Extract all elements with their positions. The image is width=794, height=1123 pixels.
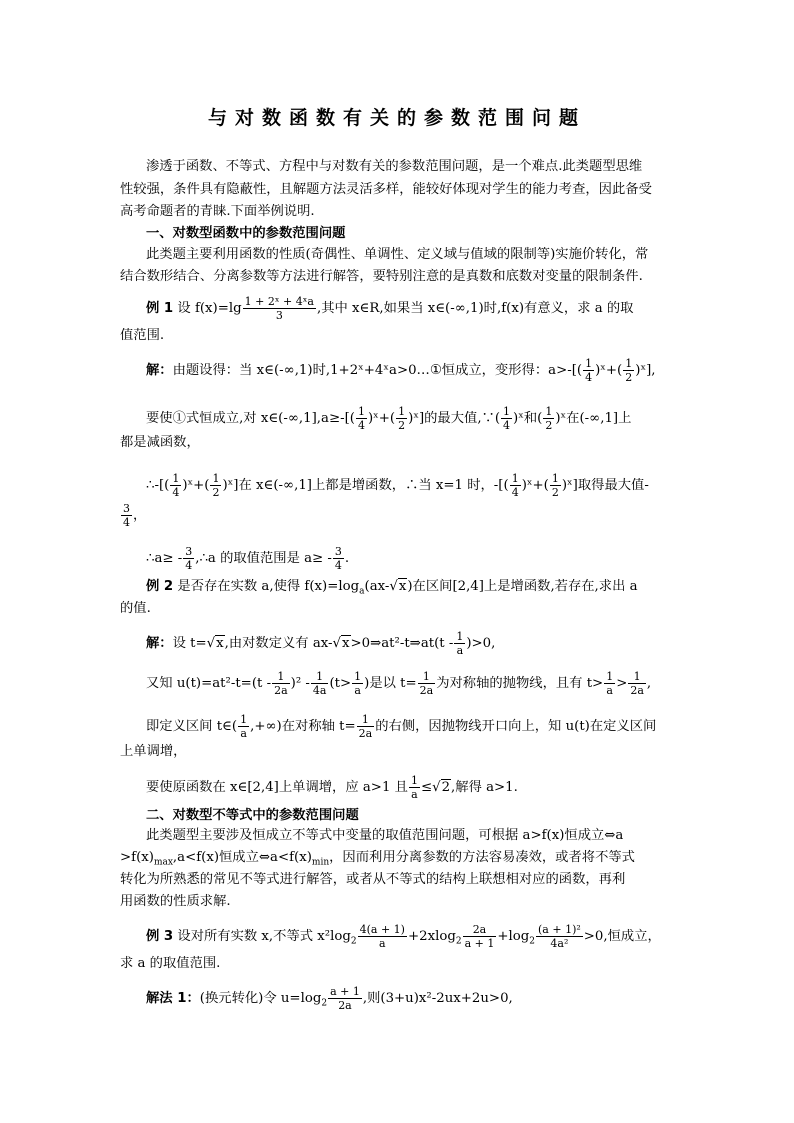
example-2-solution-line-2: 又知 u(t)=at²-t=(t - $\frac{1}{2a}$ )² - $\frac{1}{4a}$ (t> $\frac{1}{a}$ )是以 t= $\frac{1}{2a}$ 为对称轴的抛物线，且有 t> $\frac{1}{a}$ > $\frac{1}{2a}$ , — [146, 670, 652, 697]
fraction: $\frac{\text{1 + 2ˣ + 4ˣa}}{3}$ — [244, 295, 314, 322]
example-1-solution-line-1: 解：由题设得：当 x∈(-∞,1)时,1+2ˣ+4ˣa>0…①恒成立，变形得：a>-[( $\frac{1}{4}$ )ˣ+( $\frac{1}{2}$ )ˣ], — [146, 357, 656, 384]
intro-line-3: 高考命题者的青睐.下面举例说明. — [120, 204, 315, 219]
example-2-solution-line-3: 即定义区间 t∈( $\frac{1}{a}$ ,+∞)在对称轴 t= $\frac{1}{2a}$ 的右侧，因抛物线开口向上，知 u(t)在定义区间 — [146, 713, 657, 740]
example-1-solution-line-4: ∴-[( $\frac{1}{4}$ )ˣ+( $\frac{1}{2}$ )ˣ]在 x∈(-∞,1]上都是增函数，∴当 x=1 时，-[( $\frac{1}{4}$ )ˣ+( $\frac{1}{2}$ )ˣ]取得最大值- — [146, 472, 649, 499]
example-1-question-line-2: 值范围. — [120, 328, 165, 343]
example-2-label: 例 2 — [146, 579, 174, 594]
section-1-para-line-1: 此类题主要利用函数的性质(奇偶性、单调性、定义域与值域的限制等)实施价转化，常 — [146, 247, 649, 262]
section-2-para-line-4: 用函数的性质求解. — [120, 894, 231, 909]
intro-line-2: 性较强，条件具有隐蔽性，且解题方法灵活多样，能较好体现对学生的能力考查，因此备受 — [120, 182, 652, 197]
section-2-para-line-3: 转化为所熟悉的常见不等式进行解答，或者从不等式的结构上联想相对应的函数，再利 — [120, 872, 626, 887]
intro-line-1: 渗透于函数、不等式、方程中与对数有关的参数范围问题，是一个难点.此类题型思维 — [146, 159, 643, 174]
section-2-heading: 二、对数型不等式中的参数范围问题 — [146, 808, 359, 823]
section-1-heading: 一、对数型函数中的参数范围问题 — [146, 226, 346, 241]
example-3-question-line-1: 例 3 设对所有实数 x,不等式 $x^2\log_2$ $\frac{4(a + 1)}{a}$ +2xlog$_2$ $\frac{2a}{a + 1}$ $+\log_2$ $\frac{\text{(a + 1)²}}{\text{4a²}}$ >0,恒成立， — [146, 923, 661, 950]
example-3-label: 例 3 — [146, 929, 174, 944]
example-3-question-line-2: 求 a 的取值范围. — [120, 956, 221, 971]
example-1-solution-line-3: 都是减函数， — [120, 435, 200, 450]
example-2-solution-line-4: 上单调增， — [120, 744, 187, 759]
example-2-question-line-1: 例 2 是否存在实数 a,使得 $f(x)=\log_a(ax-√x)$在区间[2,4]上是增函数,若存在,求出 a — [146, 579, 638, 597]
section-1-para-line-2: 结合数形结合、分离参数等方法进行解答，要特别注意的是真数和底数对变量的限制条件. — [120, 269, 643, 284]
example-1-label: 例 1 — [146, 301, 174, 316]
example-1-solution-line-5: $\frac{3}{4}$ ， — [123, 502, 147, 529]
example-2-question-line-2: 的值. — [120, 601, 151, 616]
example-3-method-1-line-1: 解法 1：(换元转化)令 $u=\log_2$ $\frac{a + 1}{2a}$ ,则(3+u)x²-2ux+2u>0, — [146, 985, 513, 1012]
section-2-para-line-2: $>f(x)_{max},a<f(x)$恒成立$\Leftrightarrow a<f(x)_{min}$，因而利用分离参数的方法容易凑效，或者将不等式 — [120, 850, 635, 868]
example-1-solution-line-6: ∴a≥ - $\frac{3}{4}$ ,∴a 的取值范围是 a≥ - $\frac{3}{4}$ . — [146, 545, 350, 572]
example-1-question-line-1: 例 1 设 f(x)=lg $\frac{\text{1 + 2ˣ + 4ˣa}}{3}$ ,其中 x∈R,如果当 x∈(-∞,1)时,f(x)有意义，求 a 的取 — [146, 295, 634, 322]
example-2-solution-line-1: 解：设 t=√x,由对数定义有 ax-√x>0⇒at²-t⇒at(t - $\frac{1}{a}$ )>0, — [146, 630, 496, 657]
example-2-solution-line-5: 要使原函数在 x∈[2,4]上单调增，应 a>1 且 $\frac{1}{a}$ ≤√2,解得 a>1. — [146, 774, 518, 801]
document-title: 与对数函数有关的参数范围问题 — [207, 107, 586, 129]
example-1-solution-line-2: 要使①式恒成立,对 x∈(-∞,1],a≥-[( $\frac{1}{4}$ )ˣ+( $\frac{1}{2}$ )ˣ]的最大值,∵( $\frac{1}{4}$ )ˣ和( $\frac{1}{2}$ )ˣ在(-∞,1]上 — [146, 405, 632, 432]
section-2-para-line-1: 此类题型主要涉及恒成立不等式中变量的取值范围问题，可根据 a>f(x)恒成立⇔a — [146, 828, 624, 843]
